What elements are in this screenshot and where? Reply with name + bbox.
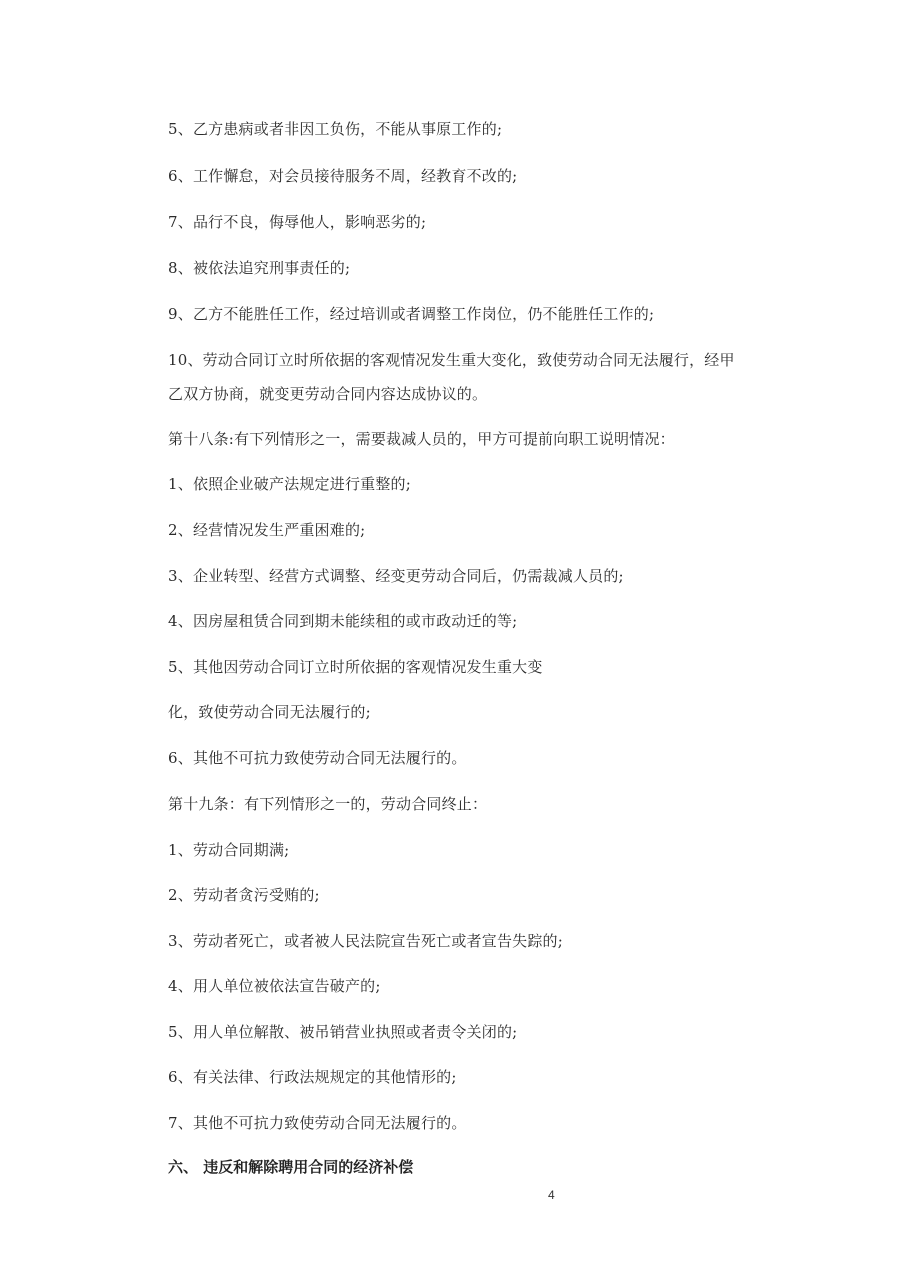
paragraph: 7、品行不良，侮辱他人，影响恶劣的;: [168, 213, 427, 231]
paragraph: 3、企业转型、经营方式调整、经变更劳动合同后，仍需裁减人员的;: [168, 567, 624, 585]
page-number: 4: [548, 1188, 555, 1202]
paragraph: 9、乙方不能胜任工作，经过培训或者调整工作岗位，仍不能胜任工作的;: [168, 305, 655, 323]
paragraph: 6、有关法律、行政法规规定的其他情形的;: [168, 1068, 457, 1086]
paragraph: 2、经营情况发生严重困难的;: [168, 521, 366, 539]
paragraph: 5、其他因劳动合同订立时所依据的客观情况发生重大变: [168, 658, 543, 676]
paragraph: 5、乙方患病或者非因工负伤，不能从事原工作的;: [168, 120, 503, 138]
paragraph: 7、其他不可抗力致使劳动合同无法履行的。: [168, 1114, 467, 1132]
paragraph: 8、被依法追究刑事责任的;: [168, 259, 351, 277]
paragraph: 2、劳动者贪污受贿的;: [168, 886, 320, 904]
paragraph: 1、劳动合同期满;: [168, 841, 290, 859]
paragraph-continuation: 化，致使劳动合同无法履行的;: [168, 703, 371, 721]
paragraph: 10、劳动合同订立时所依据的客观情况发生重大变化，致使劳动合同无法履行，经甲: [168, 351, 735, 369]
paragraph: 6、其他不可抗力致使劳动合同无法履行的。: [168, 749, 467, 767]
article-18-heading: 第十八条:有下列情形之一，需要裁减人员的，甲方可提前向职工说明情况：: [168, 430, 675, 448]
paragraph: 4、因房屋租赁合同到期未能续租的或市政动迁的等;: [168, 612, 518, 630]
paragraph-continuation: 乙双方协商，就变更劳动合同内容达成协议的。: [168, 385, 488, 403]
section-heading: 六、 违反和解除聘用合同的经济补偿: [168, 1158, 414, 1176]
paragraph: 6、工作懈怠，对会员接待服务不周，经教育不改的;: [168, 167, 518, 185]
paragraph: 3、劳动者死亡，或者被人民法院宣告死亡或者宣告失踪的;: [168, 932, 563, 950]
paragraph: 1、依照企业破产法规定进行重整的;: [168, 475, 411, 493]
article-19-heading: 第十九条：有下列情形之一的，劳动合同终止：: [168, 795, 488, 813]
paragraph: 5、用人单位解散、被吊销营业执照或者责令关闭的;: [168, 1023, 518, 1041]
paragraph: 4、用人单位被依法宣告破产的;: [168, 977, 381, 995]
